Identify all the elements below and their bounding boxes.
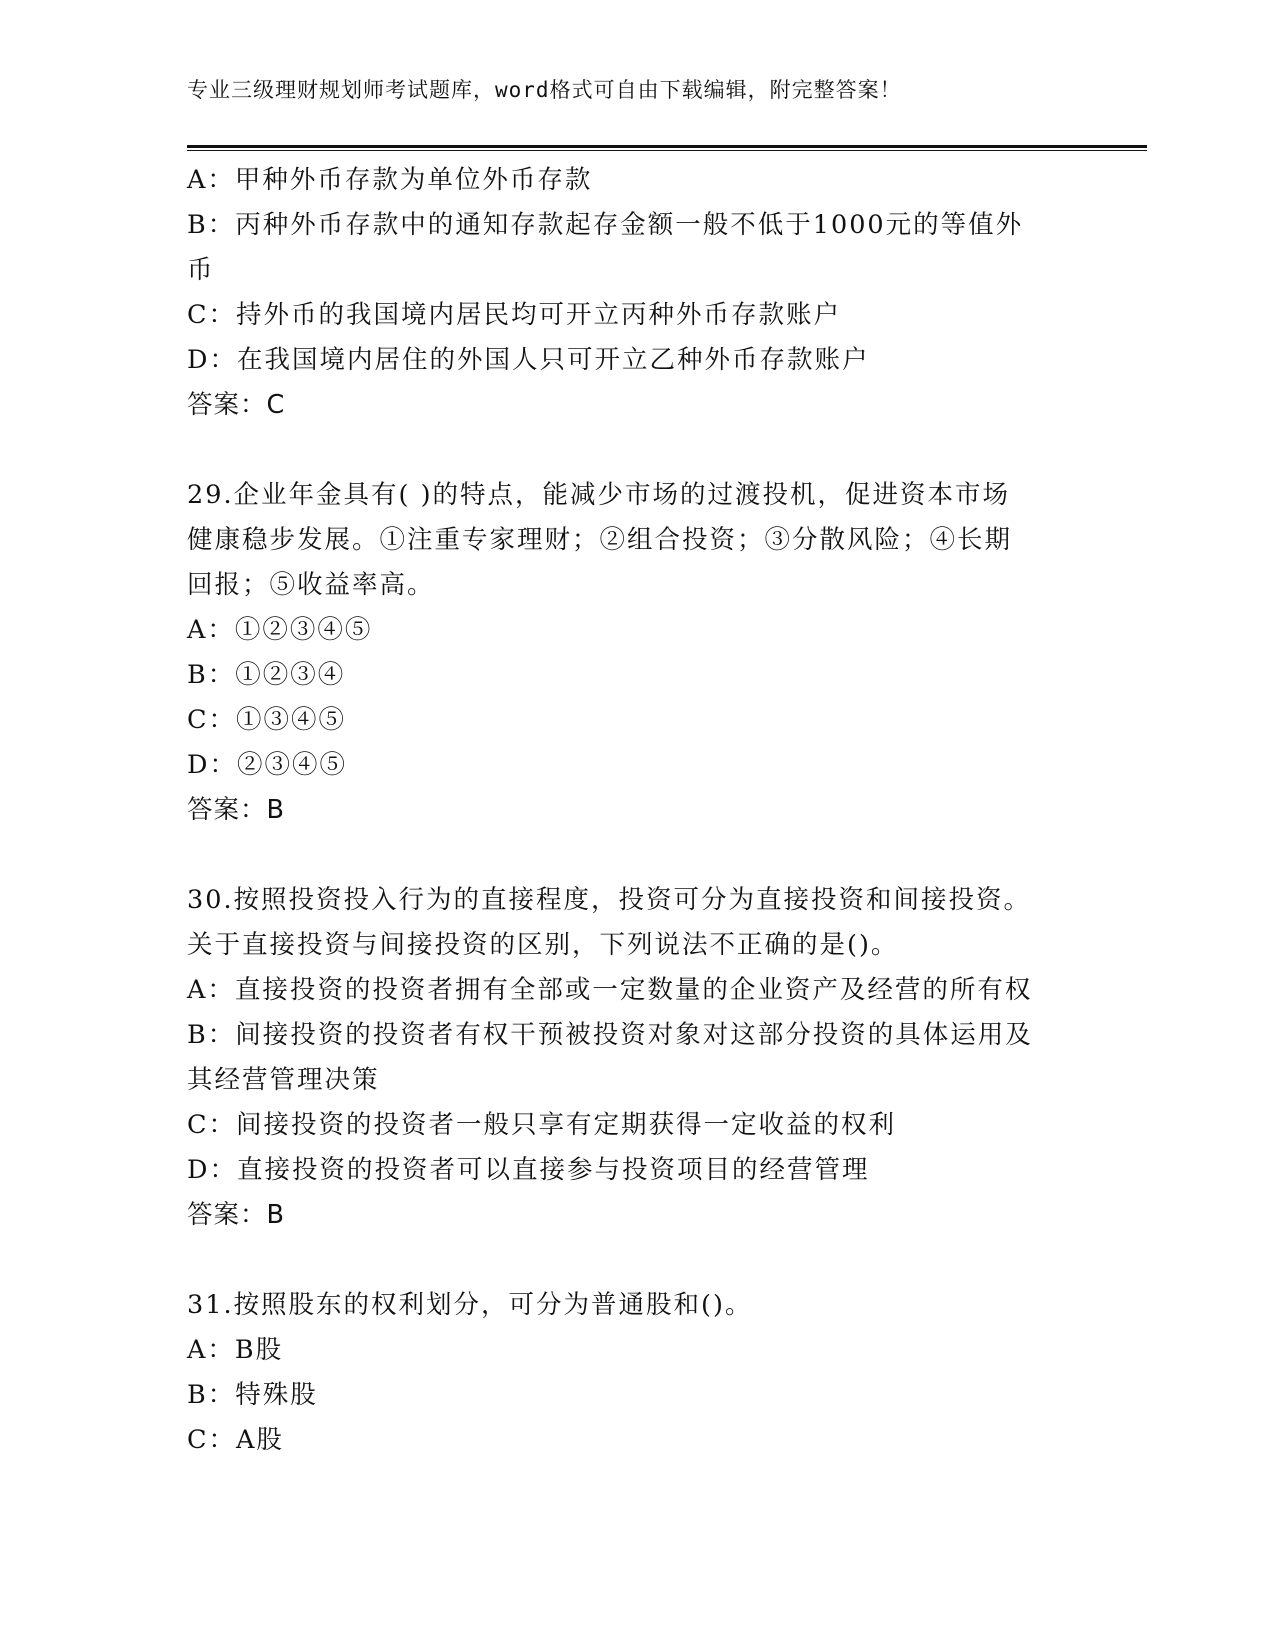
q30-stem-line1: 30.按照投资投入行为的直接程度，投资可分为直接投资和间接投资。: [187, 885, 1032, 915]
q29-option-c: C：①③④⑤: [187, 705, 347, 735]
q30-option-d: D：直接投资的投资者可以直接参与投资项目的经营管理: [187, 1155, 870, 1185]
header-rule-thick: [187, 145, 1147, 148]
q30-option-b-line1: B：间接投资的投资者有权干预被投资对象对这部分投资的具体运用及: [187, 1020, 1033, 1050]
q31-option-b: B：特殊股: [187, 1380, 318, 1410]
q29-option-b: B：①②③④: [187, 660, 346, 690]
q29-option-d: D：②③④⑤: [187, 750, 347, 780]
q29-stem-line3: 回报；⑤收益率高。: [187, 570, 435, 600]
q31-option-c: C：A股: [187, 1425, 284, 1455]
spacer: [187, 1238, 1087, 1283]
header-rule-thin: [187, 150, 1147, 151]
q30-option-c: C：间接投资的投资者一般只享有定期获得一定收益的权利: [187, 1110, 897, 1140]
q29-option-a: A：①②③④⑤: [187, 615, 373, 645]
q28-option-b-line1: B：丙种外币存款中的通知存款起存金额一般不低于1000元的等值外: [187, 210, 1024, 240]
q30-option-b-line2: 其经营管理决策: [187, 1065, 380, 1095]
document-body: [187, 158, 1087, 1463]
q30-answer: 答案：B: [187, 1200, 285, 1230]
q28-option-d: D：在我国境内居住的外国人只可开立乙种外币存款账户: [187, 345, 870, 375]
q28-option-c: C：持外币的我国境内居民均可开立丙种外币存款账户: [187, 300, 842, 330]
q29-stem-line2: 健康稳步发展。①注重专家理财；②组合投资；③分散风险；④长期: [187, 525, 1013, 555]
question-31: [187, 1283, 1087, 1463]
question-28: [187, 158, 1087, 428]
q30-stem-line2: 关于直接投资与间接投资的区别，下列说法不正确的是()。: [187, 930, 899, 960]
q28-option-a: A：甲种外币存款为单位外币存款: [187, 165, 593, 195]
spacer: [187, 833, 1087, 878]
page-header: 专业三级理财规划师考试题库，word格式可自由下载编辑，附完整答案！: [187, 78, 902, 102]
q29-stem-line1: 29.企业年金具有( )的特点，能减少市场的过渡投机，促进资本市场: [187, 480, 1011, 510]
q28-answer: 答案：C: [187, 390, 286, 420]
q28-option-b-line2: 币: [187, 255, 215, 285]
q29-answer: 答案：B: [187, 795, 285, 825]
question-30: [187, 878, 1087, 1238]
q31-option-a: A：B股: [187, 1335, 284, 1365]
spacer: [187, 428, 1087, 473]
q30-option-a: A：直接投资的投资者拥有全部或一定数量的企业资产及经营的所有权: [187, 975, 1033, 1005]
question-29: [187, 473, 1087, 833]
q31-stem-line1: 31.按照股东的权利划分，可分为普通股和()。: [187, 1290, 753, 1320]
